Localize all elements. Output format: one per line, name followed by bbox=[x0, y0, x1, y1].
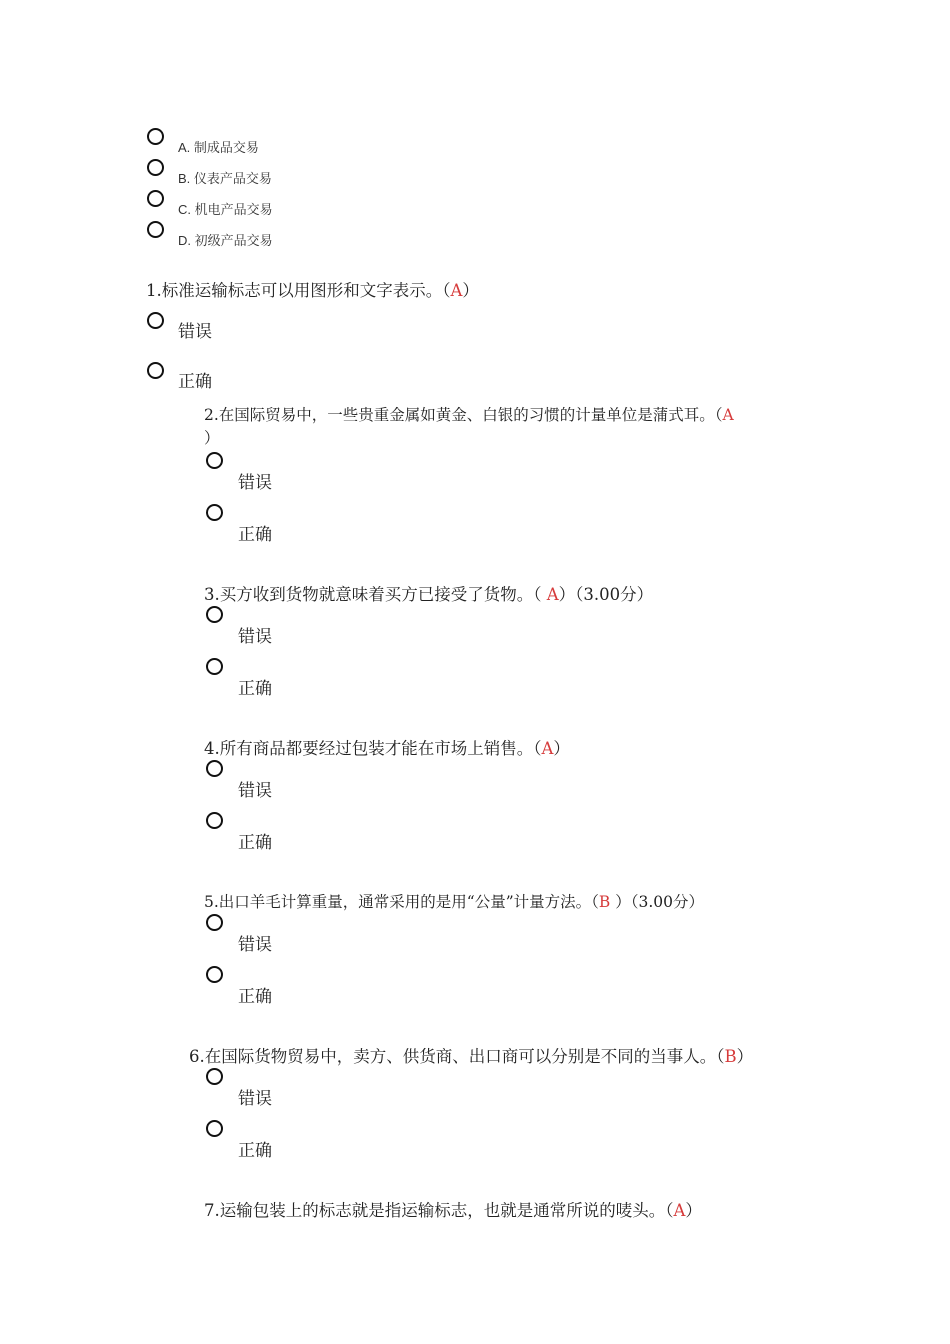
q4-wrong-radio[interactable] bbox=[206, 760, 223, 777]
option-d-radio[interactable] bbox=[147, 221, 164, 238]
q5-right-label: 正确 bbox=[238, 987, 272, 1007]
q4-right-label: 正确 bbox=[238, 833, 272, 853]
question-text: 5.出口羊毛计算重量，通常采用的是用“公量”计量方法。（ bbox=[204, 893, 599, 911]
option-letter: C. bbox=[178, 202, 191, 217]
question-suffix: ） bbox=[553, 739, 570, 758]
option-a-label bbox=[178, 137, 259, 156]
question-6 bbox=[189, 1043, 753, 1067]
option-text: 制成品交易 bbox=[193, 140, 259, 155]
answer-mark: A bbox=[541, 739, 554, 758]
q3-wrong-label: 错误 bbox=[238, 627, 272, 647]
q6-right-label: 正确 bbox=[238, 1141, 272, 1161]
question-text: 4.所有商品都要经过包装才能在市场上销售。（ bbox=[204, 739, 542, 758]
question-text: 7.运输包装上的标志就是指运输标志，也就是通常所说的唛头。（ bbox=[204, 1201, 674, 1220]
q3-right-radio[interactable] bbox=[206, 658, 223, 675]
q5-wrong-radio[interactable] bbox=[206, 914, 223, 931]
question-2-continuation: ） bbox=[204, 429, 220, 447]
question-suffix: ） bbox=[685, 1201, 702, 1220]
option-b-label bbox=[178, 168, 272, 187]
q2-right-radio[interactable] bbox=[206, 504, 223, 521]
q2-right-label: 正确 bbox=[238, 525, 272, 545]
option-d-label bbox=[178, 230, 273, 249]
question-text: 1.标准运输标志可以用图形和文字表示。（ bbox=[146, 281, 451, 300]
question-suffix: ）（3.00分） bbox=[610, 893, 704, 911]
option-text: 仪表产品交易 bbox=[193, 171, 272, 186]
option-letter: D. bbox=[178, 233, 191, 248]
option-c-radio[interactable] bbox=[147, 190, 164, 207]
option-b-radio[interactable] bbox=[147, 159, 164, 176]
answer-mark: B bbox=[724, 1047, 737, 1066]
question-3 bbox=[204, 581, 653, 605]
q3-right-label: 正确 bbox=[238, 679, 272, 699]
q4-right-radio[interactable] bbox=[206, 812, 223, 829]
option-letter: B. bbox=[178, 171, 191, 186]
question-text: 6.在国际货物贸易中，卖方、供货商、出口商可以分别是不同的当事人。（ bbox=[189, 1047, 725, 1066]
question-1 bbox=[146, 277, 479, 301]
q1-right-radio[interactable] bbox=[147, 362, 164, 379]
q6-wrong-radio[interactable] bbox=[206, 1068, 223, 1085]
question-suffix: ）（3.00分） bbox=[558, 585, 654, 604]
answer-mark: A bbox=[450, 281, 463, 300]
q2-wrong-label: 错误 bbox=[238, 473, 272, 493]
option-text: 机电产品交易 bbox=[194, 202, 273, 217]
answer-mark: A bbox=[546, 585, 559, 604]
option-a-radio[interactable] bbox=[147, 128, 164, 145]
q1-wrong-label: 错误 bbox=[178, 322, 212, 342]
q3-wrong-radio[interactable] bbox=[206, 606, 223, 623]
question-suffix: ） bbox=[462, 281, 479, 300]
question-7 bbox=[204, 1197, 702, 1221]
q2-wrong-radio[interactable] bbox=[206, 452, 223, 469]
option-c-label bbox=[178, 199, 273, 218]
question-suffix: ） bbox=[736, 1047, 754, 1066]
q1-right-label: 正确 bbox=[178, 372, 212, 392]
option-text: 初级产品交易 bbox=[194, 233, 273, 248]
q6-wrong-label: 错误 bbox=[238, 1089, 272, 1109]
question-5 bbox=[204, 890, 704, 912]
question-2 bbox=[204, 403, 734, 425]
question-text: 3.买方收到货物就意味着买方已接受了货物。（ bbox=[204, 585, 547, 604]
question-text: 2.在国际贸易中，一些贵重金属如黄金、白银的习惯的计量单位是蒲式耳。（ bbox=[204, 406, 723, 424]
q6-right-radio[interactable] bbox=[206, 1120, 223, 1137]
q5-right-radio[interactable] bbox=[206, 966, 223, 983]
question-4 bbox=[204, 735, 570, 759]
answer-mark: A bbox=[673, 1201, 686, 1220]
answer-mark: B bbox=[598, 893, 611, 911]
q1-wrong-radio[interactable] bbox=[147, 312, 164, 329]
q5-wrong-label: 错误 bbox=[238, 935, 272, 955]
q4-wrong-label: 错误 bbox=[238, 781, 272, 801]
option-letter: A. bbox=[178, 140, 191, 155]
answer-mark: A bbox=[722, 406, 734, 424]
